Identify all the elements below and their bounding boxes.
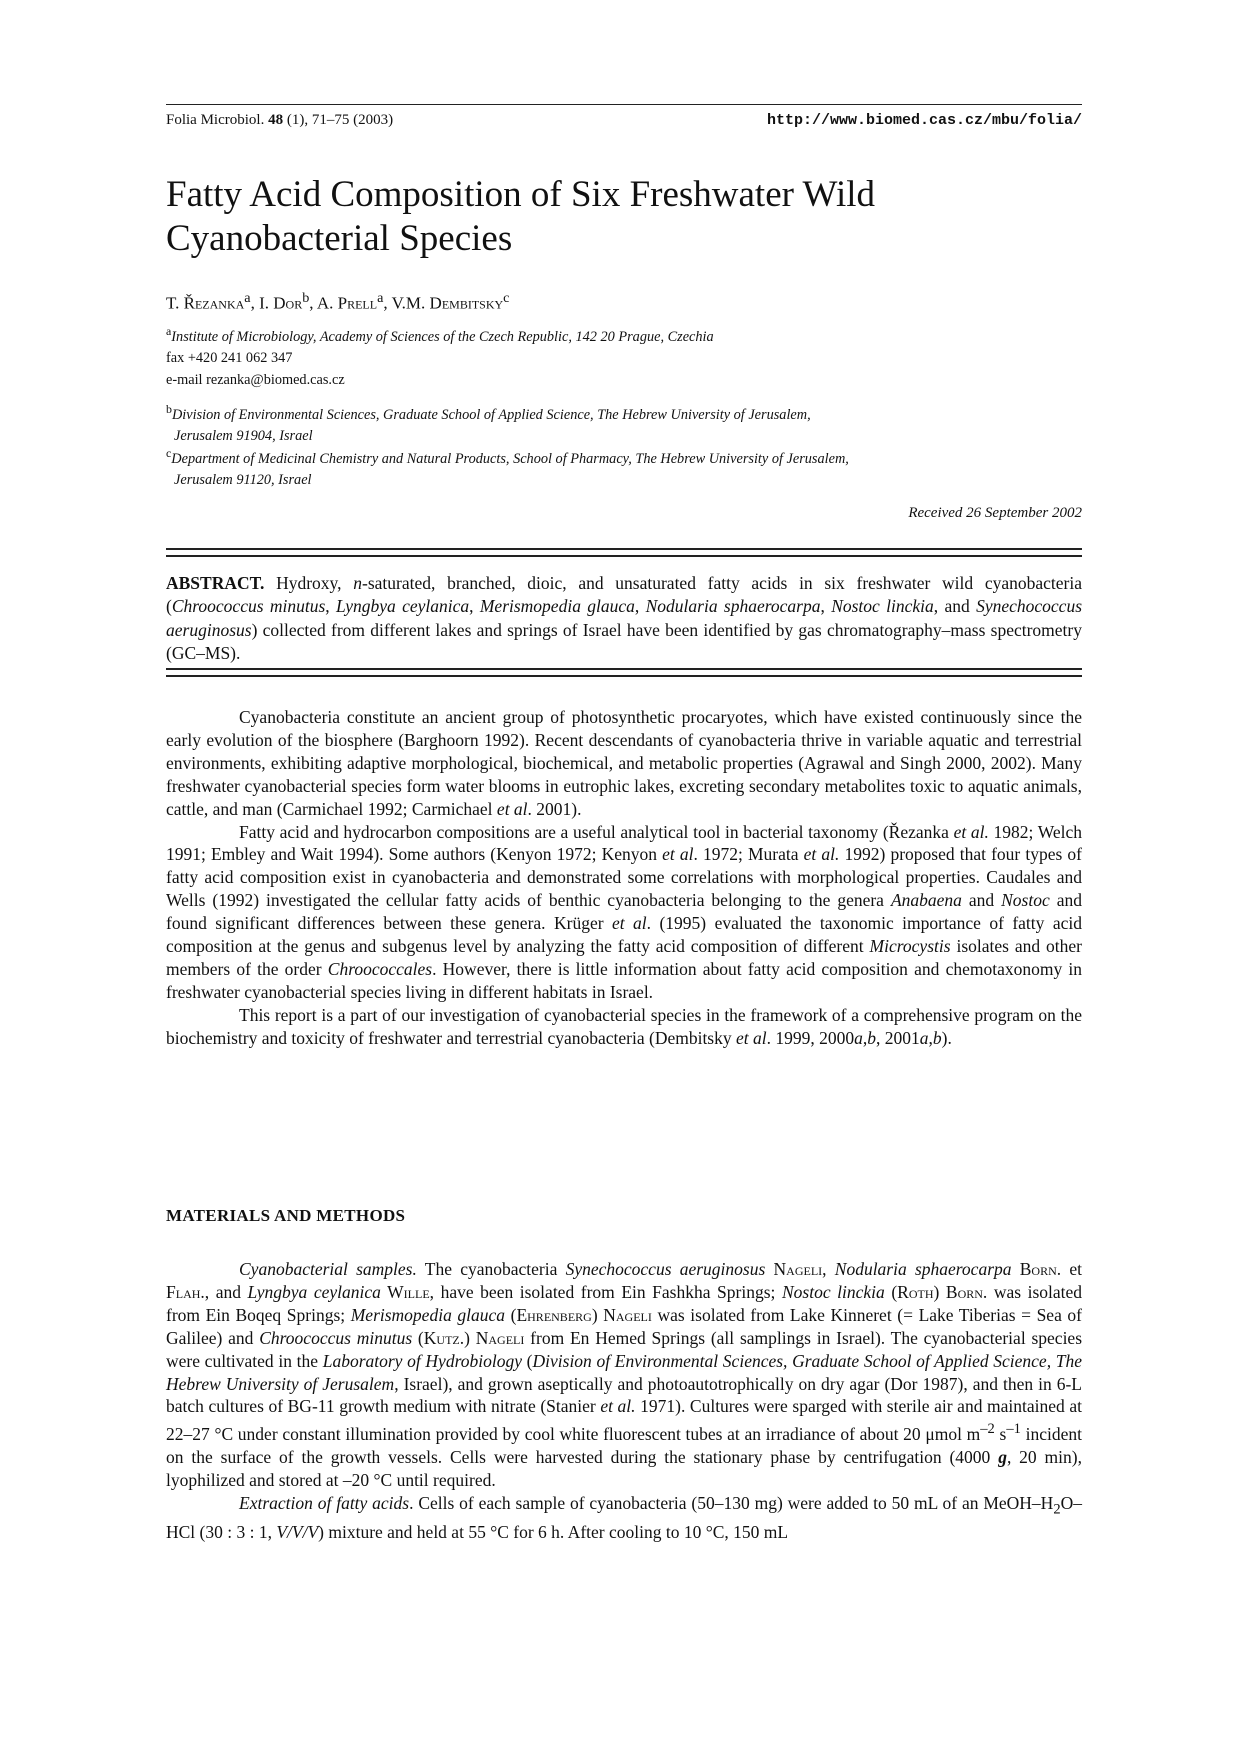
methods bbox=[166, 1258, 1082, 1544]
affiliation-a: $^a$Institute of Microbiology, Academy of Sciences of the Czech Republic, 142 20 Prague, Czechia fax +420 241 062 347 e-mail rezanka@biomed.cas.cz bbox=[166, 324, 714, 388]
abstract-rule-top bbox=[166, 548, 1082, 557]
introduction bbox=[166, 706, 1082, 1050]
affiliation-b: $^b$Division of Environmental Sciences, Graduate School of Applied Science, The Hebrew University of Jerusalem, Jerusalem 91904, Israel bbox=[166, 402, 811, 445]
section-heading: MATERIALS AND METHODS bbox=[166, 1206, 406, 1225]
journal-citation: Folia Microbiol. 48 (1), 71–75 (2003) bbox=[166, 112, 394, 128]
paragraph: Cyanobacterial samples. The cyanobacteria Synechococcus aeruginosus Nageli, Nodularia sphaerocarpa Born. et Flah., and Lyngbya ceylanica Wille, have been isolated from Ein Fashkha Springs; Nostoc linckia (Roth) Born. was isolated from Ein Boqeq Springs; Merismopedia glauca (Ehrenberg) Nageli was isolated from Lake Kinneret (= Lake Tiberias = Sea of Galilee) and Chroococcus minutus (Kutz.) Nageli from En Hemed Springs (all samplings in Israel). The cyanobacterial species were cultivated in the Laboratory of Hydrobiology (Division of Environmental Sciences, Graduate School of Applied Science, The Hebrew University of Jerusalem, Israel), and grown aseptically and photoautotrophically on dry agar (Dor 1987), and then in 6-L batch cultures of BG-11 growth medium with nitrate (Stanier et al. 1971). Cultures were sparged with sterile air and maintained at 22–27 °C under constant illumination provided by cool white fluorescent tubes at an irradiance of about 20 μmol $m^{-2}$ $s^{-1}$ incident on the surface of the growth vessels. Cells were harvested during the stationary phase by centrifugation (4000 g, 20 min), lyophilized and stored at –20 °C until required. bbox=[166, 1259, 1083, 1490]
journal-url[interactable]: http://www.biomed.cas.cz/mbu/folia/ bbox=[766, 112, 1082, 129]
paragraph: Fatty acid and hydrocarbon compositions are a useful analytical tool in bacterial taxonomy (Řezanka et al. 1982; Welch 1991; Embley and Wait 1994). Some authors (Kenyon 1972; Kenyon et al. 1972; Murata et al. 1992) proposed that four types of fatty acid composition exist in cyanobacteria and demonstrated some correlations with morphological properties. Caudales and Wells (1992) investigated the cellular fatty acids of benthic cyanobacteria belonging to the genera Anabaena and Nostoc and found significant differences between these genera. Krüger et al. (1995) evaluated the taxonomic importance of fatty acid composition at the genus and subgenus level by analyzing the fatty acid composition of different Microcystis isolates and other members of the order Chroococcales. However, there is little information about fatty acid composition and chemotaxonomy in freshwater cyanobacterial species living in different habitats in Israel. bbox=[166, 821, 1083, 1002]
fax-number: fax +420 241 062 347 bbox=[166, 350, 293, 367]
paragraph: Extraction of fatty acids. Cells of each sample of cyanobacteria (50–130 mg) were added to 50 mL of an MeOH–$H_2O$–HCl (30 : 3 : 1, V/V/V) mixture and held at 55 °C for 6 h. After cooling to 10 °C, 150 mL bbox=[166, 1492, 1082, 1543]
affiliation-c: $^c$Department of Medicinal Chemistry and Natural Products, School of Pharmacy, The Hebrew University of Jerusalem, Jerusalem 91120, Israel bbox=[166, 446, 849, 489]
abstract: ABSTRACT. Hydroxy, n-saturated, branched, dioic, and unsaturated fatty acids in six freshwater wild cyanobacteria (Chroococcus minutus, Lyngbya ceylanica, Merismopedia glauca, Nodularia sphaerocarpa, Nostoc linckia, and Synechococcus aeruginosus) collected from different lakes and springs of Israel have been identified by gas chromatography–mass spectrometry (GC–MS). bbox=[166, 573, 1083, 663]
abstract-rule-bottom bbox=[166, 668, 1082, 677]
paper-title: Fatty Acid Composition of Six Freshwater Wild Cyanobacterial Species bbox=[166, 174, 876, 259]
paper-page bbox=[166, 0, 1082, 1755]
paragraph: Cyanobacteria constitute an ancient group of photosynthetic procaryotes, which have existed continuously since the early evolution of the biosphere (Barghoorn 1992). Recent descendants of cyanobacteria thrive in variable aquatic and terrestrial environments, exhibiting adaptive morphological, biochemical, and metabolic properties (Agrawal and Singh 2000, 2002). Many freshwater cyanobacterial species form water blooms in eutrophic lakes, excreting secondary metabolites toxic to aquatic animals, cattle, and man (Carmichael 1992; Carmichael et al. 2001). bbox=[166, 707, 1082, 819]
paragraph: This report is a part of our investigation of cyanobacterial species in the framework of a comprehensive program on the biochemistry and toxicity of freshwater and terrestrial cyanobacteria (Dembitsky et al. 1999, 2000a,b, 2001a,b). bbox=[166, 1004, 1082, 1048]
received-date: Received 26 September 2002 bbox=[908, 505, 1082, 521]
author-list: T. Řezanka$^a$, I. Dor$^b$, A. Prell$^a$, V.M. Dembitsky$^c$ bbox=[166, 290, 510, 313]
header-rule bbox=[166, 104, 1082, 105]
email-address: e-mail rezanka@biomed.cas.cz bbox=[166, 371, 345, 388]
